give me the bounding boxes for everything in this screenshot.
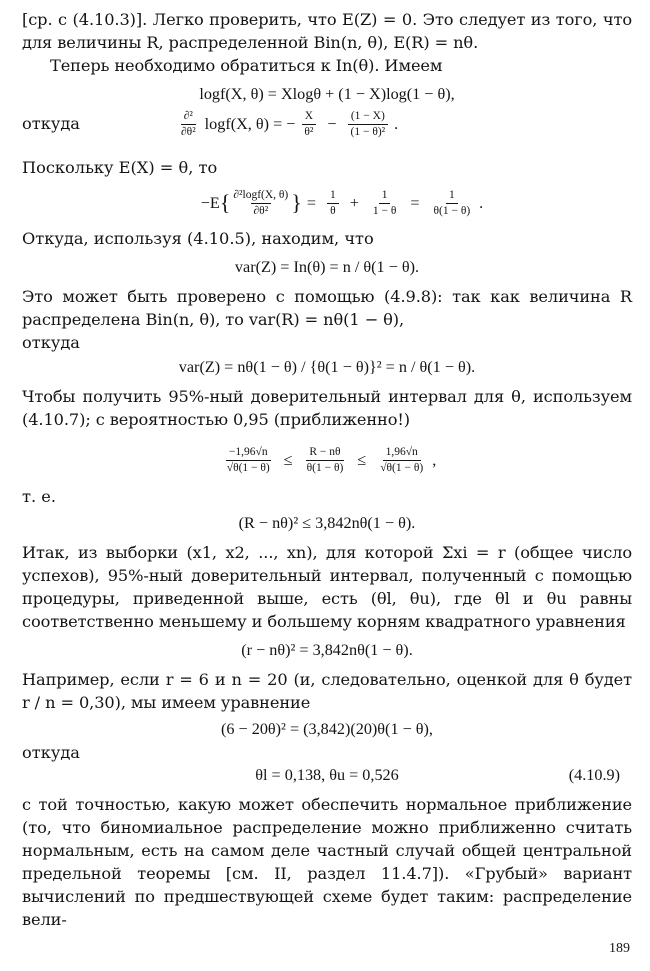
formula-expectation: −E { $\frac{\text{∂²logf(X, θ)}}{\text{∂θ²}}$ } = $\frac{1}{\theta}$ + $\frac{1}{1 - \theta}$ = $\frac{1}{\theta(1 - \theta)}$ . [200, 188, 484, 217]
frac-1-1mtheta: $\frac{1}{1 - \theta}$ [372, 188, 397, 217]
frac-1-theta1mtheta: $\frac{1}{\theta(1 - \theta)}$ [433, 188, 471, 217]
frac-upper: $\frac{1,96√n}{√\theta(1 - \theta)}$ [380, 445, 424, 474]
text-line-4: Поскольку E(X) = θ, то [22, 158, 218, 177]
formula-quadratic: (r − nθ)² = 3,842nθ(1 − θ). [241, 641, 413, 659]
text-otkuda-3: откуда [22, 743, 80, 762]
text-line-2: Теперь необходимо обратиться к In(θ). Имеем [50, 56, 443, 75]
text-line-10: Итак, из выборки (x1, x2, ..., xn), для которой Σxi = r (общее число успехов), 95%-ный доверительный интервал, полученный с помощью процедуры, приведенной выше, есть (θl, θu), где θl и θu равны соответственно меньшему и большему корням квадратного уравнения [22, 543, 632, 631]
roots-values: θl = 0,138, θu = 0,526 [255, 766, 399, 784]
minus-sign: − [327, 115, 337, 133]
text-line-1: [ср. с (4.10.3)]. Легко проверить, что E(Z) = 0. Это следует из того, что для величины R, распределенной Bin(n, θ), E(R) = nθ. [22, 10, 632, 52]
formula-var-z-check: var(Z) = nθ(1 − θ) / {θ(1 − θ)}² = n / θ(1 − θ). [178, 358, 476, 376]
frac-middle: $\frac{R - n\theta}{\theta(1 - \theta)}$ [306, 445, 344, 474]
text-otkuda-2: откуда [22, 333, 80, 352]
text-line-13: с той точностью, какую может обеспечить нормальное приближение (то, что биномиальное распределение можно приближенно считать нормальным, есть на самом деле частный случай общей центральной предельной теоремы [см. II, раздел 11.4.7]). «Грубый» вариант вычислений по предшествующей схеме будет таким: распределение вели- [22, 795, 632, 929]
period: . [394, 115, 399, 133]
text-line-5: Откуда, используя (4.10.5), находим, что [22, 229, 374, 248]
formula-block-2 [22, 110, 632, 154]
frac-1mx: $\frac{(1 - X)}{\text{(1 − θ)²}}$ [348, 110, 389, 139]
text-line-11: Например, если r = 6 и n = 20 (и, следовательно, оценкой для θ будет r / n = 0,30), мы имеем уравнение [22, 670, 632, 712]
formula-interval: $\frac{-1,96√n}{√\theta(1 - \theta)}$ ≤ $\frac{R - n\theta}{\theta(1 - \theta)}$ ≤ $\frac{1,96√n}{√\theta(1 - \theta)}$ , [22, 437, 632, 483]
frac-d2-dtheta2: $\frac{\text{∂²}}{\text{∂θ²}}$ [181, 110, 196, 138]
frac-1-theta: $\frac{1}{\theta}$ [327, 189, 339, 218]
frac-d2log: $\frac{\text{∂²logf(X, θ)}}{\text{∂θ²}}$ [233, 188, 289, 217]
document-page [22, 8, 632, 931]
frac-lower: $\frac{-1,96√n}{√\theta(1 - \theta)}$ [226, 445, 270, 474]
text-line-6: Это может быть проверено с помощью (4.9.8): так как величина R распределена Bin(n, θ), то var(R) = nθ(1 − θ), [22, 287, 632, 329]
equation-number: (4.10.9) [568, 766, 620, 784]
formula-example: (6 − 20θ)² = (3,842)(20)θ(1 − θ), [221, 720, 433, 738]
formula-second-derivative [172, 110, 398, 139]
frac-x-theta2: $\frac{X}{\text{θ²}}$ [301, 110, 316, 139]
text-te: т. е. [22, 487, 56, 506]
page-number: 189 [609, 941, 630, 956]
formula-var-z: var(Z) = In(θ) = n / θ(1 − θ). [234, 258, 420, 276]
formula-roots [22, 764, 632, 787]
text-line-8: Чтобы получить 95%-ный доверительный интервал для θ, используем (4.10.7); с вероятностью 0,95 (приближенно!) [22, 387, 632, 429]
formula-log-likelihood: logf(X, θ) = Xlogθ + (1 − X)log(1 − θ), [199, 85, 455, 103]
text-otkuda-1: откуда [22, 114, 80, 133]
formula-squared: (R − nθ)² ≤ 3,842nθ(1 − θ). [238, 514, 416, 532]
formula-lhs: logf(X, θ) = − [204, 115, 296, 133]
